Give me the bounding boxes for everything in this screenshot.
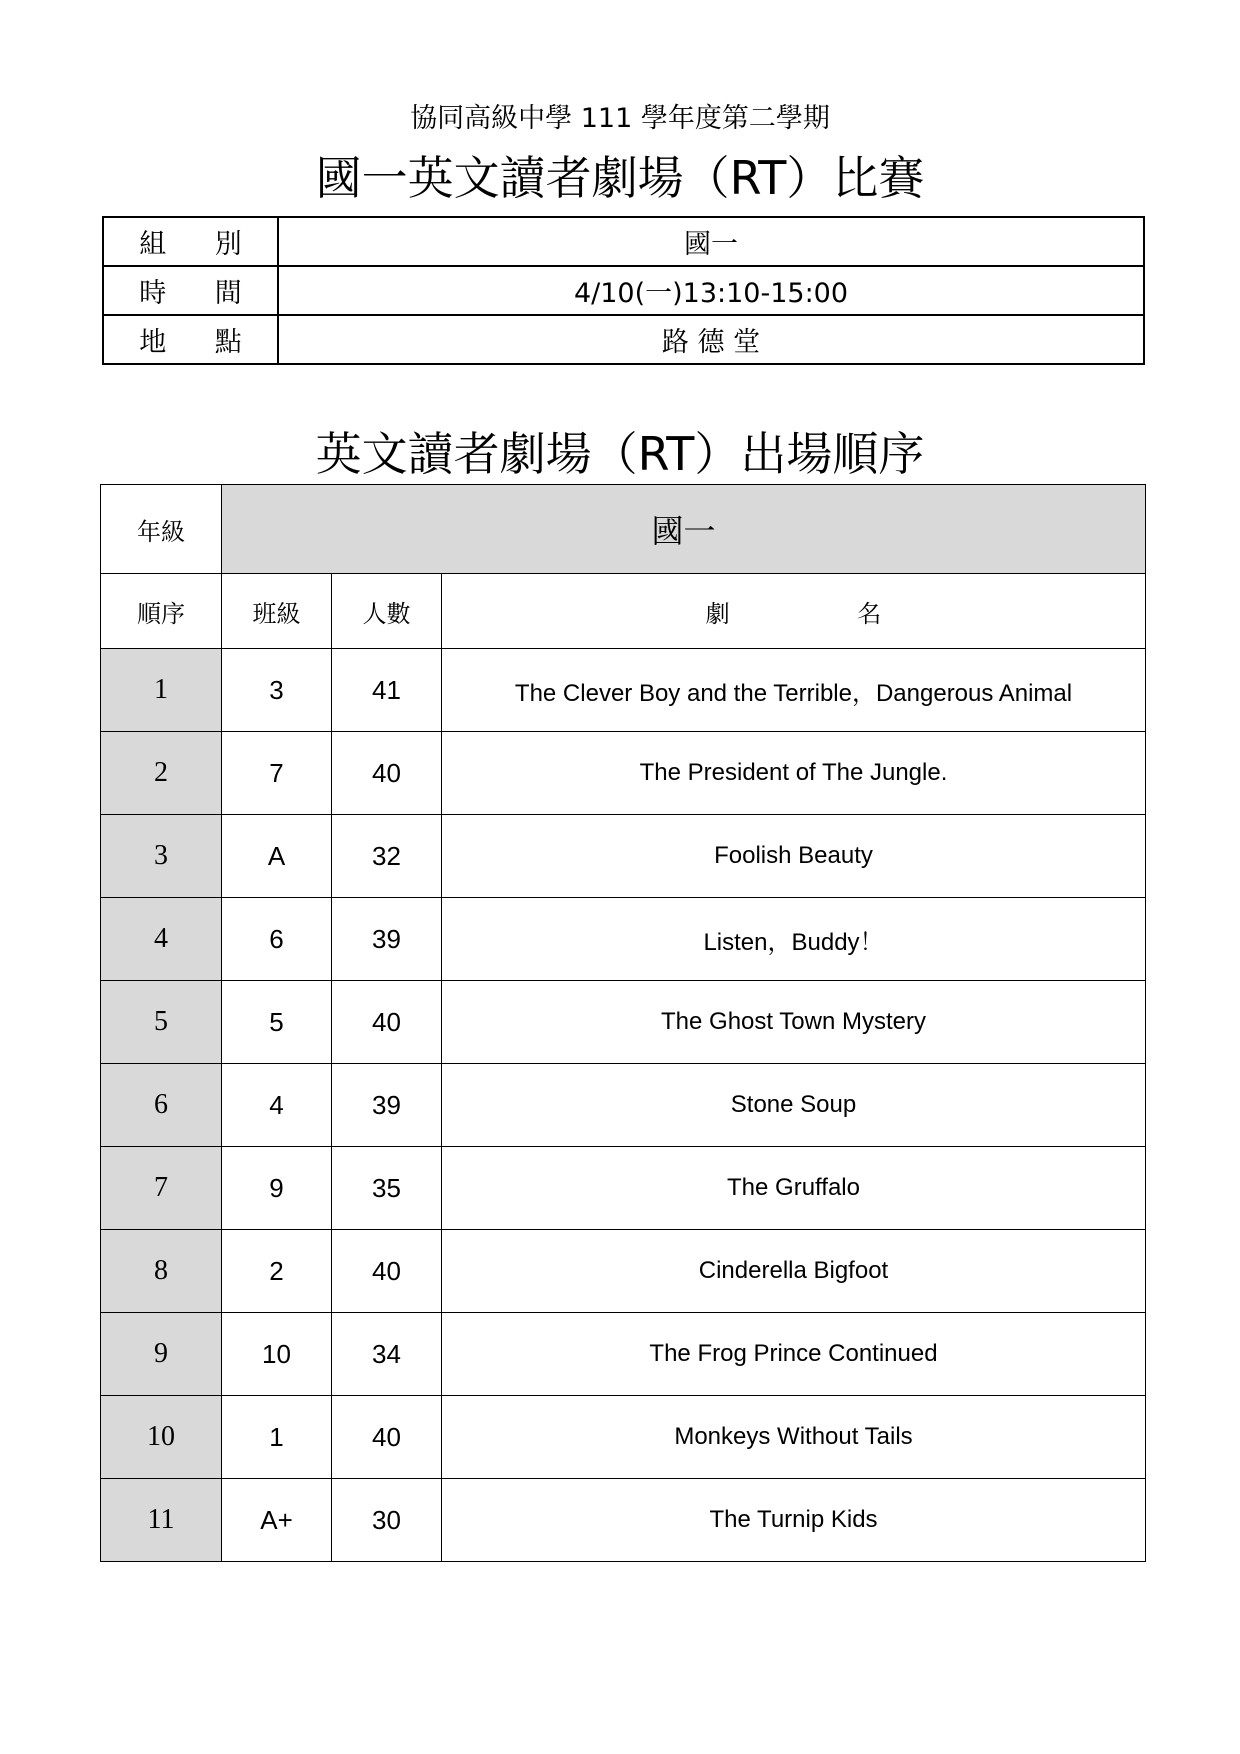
table-row: [101, 1313, 1146, 1396]
count-cell: 40: [332, 1396, 442, 1479]
table-row: [101, 981, 1146, 1064]
count-cell: 40: [332, 1230, 442, 1313]
count-cell: 40: [332, 732, 442, 815]
info-value: 4/10(一)13:10-15:00: [278, 266, 1144, 315]
seq-cell: 11: [101, 1479, 222, 1562]
competition-title: 國一英文讀者劇場（RT）比賽: [315, 151, 925, 205]
class-cell: 9: [222, 1147, 332, 1230]
performance-order-table: [100, 484, 1146, 1562]
info-label: 組 別: [103, 217, 278, 266]
play-title-cell: Listen，Buddy！: [442, 898, 1146, 981]
info-row-time: [103, 266, 1144, 315]
order-rows: [101, 649, 1146, 1562]
seq-cell: 8: [101, 1230, 222, 1313]
play-title-cell: Stone Soup: [442, 1064, 1146, 1147]
play-title-cell: Cinderella Bigfoot: [442, 1230, 1146, 1313]
column-header: 班級: [222, 574, 332, 649]
count-cell: 30: [332, 1479, 442, 1562]
table-row: [101, 1479, 1146, 1562]
class-cell: 2: [222, 1230, 332, 1313]
school-semester-heading: 協同高級中學 111 學年度第二學期: [410, 103, 830, 134]
table-row: [101, 1396, 1146, 1479]
class-cell: 3: [222, 649, 332, 732]
seq-cell: 4: [101, 898, 222, 981]
column-header-row: [101, 574, 1146, 649]
grade-header-row: [101, 485, 1146, 574]
table-row: [101, 1230, 1146, 1313]
info-label: 地 點: [103, 315, 278, 364]
table-row: [101, 1064, 1146, 1147]
grade-label: 年級: [101, 485, 222, 574]
play-title-cell: Monkeys Without Tails: [442, 1396, 1146, 1479]
info-row-group: [103, 217, 1144, 266]
class-cell: 4: [222, 1064, 332, 1147]
info-value: 路 德 堂: [278, 315, 1144, 364]
table-row: [101, 649, 1146, 732]
count-cell: 41: [332, 649, 442, 732]
class-cell: 5: [222, 981, 332, 1064]
play-title-cell: The Turnip Kids: [442, 1479, 1146, 1562]
info-row-venue: [103, 315, 1144, 364]
play-title-cell: Foolish Beauty: [442, 815, 1146, 898]
table-row: [101, 898, 1146, 981]
play-title-cell: The Gruffalo: [442, 1147, 1146, 1230]
class-cell: A: [222, 815, 332, 898]
order-title: 英文讀者劇場（RT）出場順序: [315, 427, 925, 481]
count-cell: 39: [332, 1064, 442, 1147]
event-info-table: [102, 216, 1145, 365]
seq-cell: 7: [101, 1147, 222, 1230]
count-cell: 34: [332, 1313, 442, 1396]
grade-value: 國一: [222, 485, 1146, 574]
class-cell: 1: [222, 1396, 332, 1479]
column-header: 順序: [101, 574, 222, 649]
seq-cell: 10: [101, 1396, 222, 1479]
info-label: 時 間: [103, 266, 278, 315]
seq-cell: 6: [101, 1064, 222, 1147]
class-cell: 7: [222, 732, 332, 815]
table-row: [101, 732, 1146, 815]
seq-cell: 3: [101, 815, 222, 898]
count-cell: 39: [332, 898, 442, 981]
count-cell: 32: [332, 815, 442, 898]
play-title-cell: The Clever Boy and the Terrible，Dangerous Animal: [442, 649, 1146, 732]
table-row: [101, 815, 1146, 898]
class-cell: 6: [222, 898, 332, 981]
seq-cell: 9: [101, 1313, 222, 1396]
class-cell: 10: [222, 1313, 332, 1396]
seq-cell: 2: [101, 732, 222, 815]
count-cell: 40: [332, 981, 442, 1064]
column-header: 劇 名: [442, 574, 1146, 649]
seq-cell: 1: [101, 649, 222, 732]
seq-cell: 5: [101, 981, 222, 1064]
play-title-cell: The President of The Jungle.: [442, 732, 1146, 815]
play-title-cell: The Frog Prince Continued: [442, 1313, 1146, 1396]
info-value: 國一: [278, 217, 1144, 266]
table-row: [101, 1147, 1146, 1230]
class-cell: A+: [222, 1479, 332, 1562]
column-header: 人數: [332, 574, 442, 649]
play-title-cell: The Ghost Town Mystery: [442, 981, 1146, 1064]
count-cell: 35: [332, 1147, 442, 1230]
